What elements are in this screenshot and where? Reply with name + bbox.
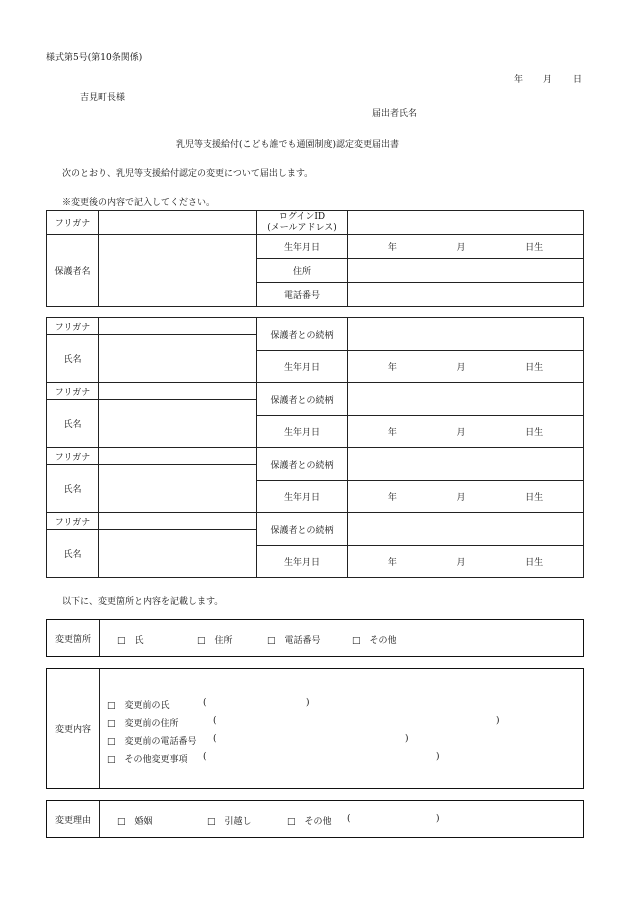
change-location-box	[46, 619, 584, 657]
change-content-box	[46, 668, 584, 789]
login-id-input[interactable]	[348, 211, 584, 235]
content-other-check[interactable]: □ その他変更事項	[107, 755, 188, 765]
guardian-birthdate-input[interactable]	[348, 235, 584, 259]
child-furigana-label: フリガナ	[47, 448, 99, 465]
child-name-input[interactable]	[99, 530, 257, 578]
month-label: 月	[456, 363, 466, 373]
change-reason-label: 変更理由	[47, 801, 100, 837]
child-furigana-input[interactable]	[99, 318, 257, 335]
content-prev-name-open: (	[203, 698, 207, 708]
reason-option-marriage[interactable]: □ 婚姻	[117, 817, 153, 827]
child-birthdate-label: 生年月日	[257, 416, 348, 448]
year-label: 年	[387, 243, 397, 253]
change-intro: 以下に、変更箇所と内容を記載します。	[62, 597, 224, 607]
month-label: 月	[456, 558, 466, 568]
content-prev-phone-check[interactable]: □ 変更前の電話番号	[107, 737, 197, 747]
change-location-label: 変更箇所	[47, 620, 100, 656]
content-other-close: )	[436, 752, 440, 762]
content-prev-name-close: )	[306, 698, 310, 708]
year-label: 年	[387, 493, 397, 503]
year-label: 年	[387, 558, 397, 568]
instruction-note: ※変更後の内容で記入してください。	[62, 198, 216, 208]
location-option-address[interactable]: □ 住所	[197, 636, 233, 646]
child-relation-input[interactable]	[348, 318, 584, 351]
reason-other-close: )	[436, 814, 440, 824]
child-relation-label: 保護者との続柄	[257, 383, 348, 416]
child-birthdate-input[interactable]	[348, 416, 584, 448]
guardian-furigana-input[interactable]	[99, 211, 257, 235]
content-prev-phone-close: )	[405, 734, 409, 744]
child-name-input[interactable]	[99, 335, 257, 383]
month-label: 月	[456, 243, 466, 253]
guardian-name-input[interactable]	[99, 235, 257, 307]
child-relation-input[interactable]	[348, 448, 584, 481]
location-option-phone[interactable]: □ 電話番号	[267, 636, 321, 646]
child-name-input[interactable]	[99, 465, 257, 513]
child-furigana-input[interactable]	[99, 513, 257, 530]
child-birthdate-label: 生年月日	[257, 351, 348, 383]
addressee: 吉見町長様	[80, 93, 126, 103]
child-furigana-label: フリガナ	[47, 318, 99, 335]
guardian-table	[46, 210, 584, 307]
child-name-label: 氏名	[47, 400, 99, 448]
day-label: 日生	[525, 428, 544, 438]
child-furigana-input[interactable]	[99, 448, 257, 465]
content-prev-address-close: )	[496, 716, 500, 726]
child-name-label: 氏名	[47, 465, 99, 513]
date-day-label: 日	[573, 75, 583, 85]
month-label: 月	[456, 493, 466, 503]
child-relation-input[interactable]	[348, 513, 584, 546]
year-label: 年	[387, 428, 397, 438]
child-birthdate-input[interactable]	[348, 481, 584, 513]
login-id-label-line1: ログインID	[278, 211, 326, 222]
guardian-name-label: 保護者名	[47, 235, 99, 307]
year-label: 年	[387, 363, 397, 373]
content-prev-address-open: (	[213, 716, 217, 726]
guardian-phone-label: 電話番号	[257, 283, 348, 307]
date-month-label: 月	[543, 75, 553, 85]
applicant-name-label: 届出者氏名	[372, 109, 418, 119]
date-year-label: 年	[514, 75, 524, 85]
child-birthdate-input[interactable]	[348, 546, 584, 578]
child-relation-label: 保護者との続柄	[257, 513, 348, 546]
change-content-label: 変更内容	[47, 669, 100, 788]
location-option-other[interactable]: □ その他	[352, 636, 397, 646]
child-birthdate-input[interactable]	[348, 351, 584, 383]
month-label: 月	[456, 428, 466, 438]
child-birthdate-label: 生年月日	[257, 481, 348, 513]
child-name-label: 氏名	[47, 335, 99, 383]
reason-other-open: (	[347, 814, 351, 824]
content-prev-name-check[interactable]: □ 変更前の氏	[107, 701, 170, 711]
reason-option-other[interactable]: □ その他	[287, 817, 332, 827]
guardian-address-input[interactable]	[348, 259, 584, 283]
reason-option-moving[interactable]: □ 引越し	[207, 817, 252, 827]
content-prev-address-check[interactable]: □ 変更前の住所	[107, 719, 179, 729]
content-prev-phone-open: (	[213, 734, 217, 744]
location-option-name[interactable]: □ 氏	[117, 636, 144, 646]
day-label: 日生	[525, 363, 544, 373]
child-furigana-label: フリガナ	[47, 383, 99, 400]
day-label: 日生	[525, 493, 544, 503]
child-relation-input[interactable]	[348, 383, 584, 416]
guardian-address-label: 住所	[257, 259, 348, 283]
child-furigana-label: フリガナ	[47, 513, 99, 530]
child-furigana-input[interactable]	[99, 383, 257, 400]
child-table	[46, 317, 584, 578]
child-birthdate-label: 生年月日	[257, 546, 348, 578]
intro-text: 次のとおり、乳児等支援給付認定の変更について届出します。	[62, 169, 314, 179]
day-label: 日生	[525, 243, 544, 253]
form-number: 様式第5号(第10条関係)	[46, 53, 143, 63]
login-id-label-line2: (メールアドレス)	[267, 222, 337, 233]
day-label: 日生	[525, 558, 544, 568]
child-name-input[interactable]	[99, 400, 257, 448]
child-relation-label: 保護者との続柄	[257, 318, 348, 351]
change-reason-box	[46, 800, 584, 838]
login-id-label	[257, 211, 348, 235]
document-title: 乳児等支援給付(こども誰でも通園制度)認定変更届出書	[176, 140, 400, 150]
child-relation-label: 保護者との続柄	[257, 448, 348, 481]
guardian-phone-input[interactable]	[348, 283, 584, 307]
guardian-furigana-label: フリガナ	[47, 211, 99, 235]
content-other-open: (	[203, 752, 207, 762]
child-name-label: 氏名	[47, 530, 99, 578]
guardian-birthdate-label: 生年月日	[257, 235, 348, 259]
